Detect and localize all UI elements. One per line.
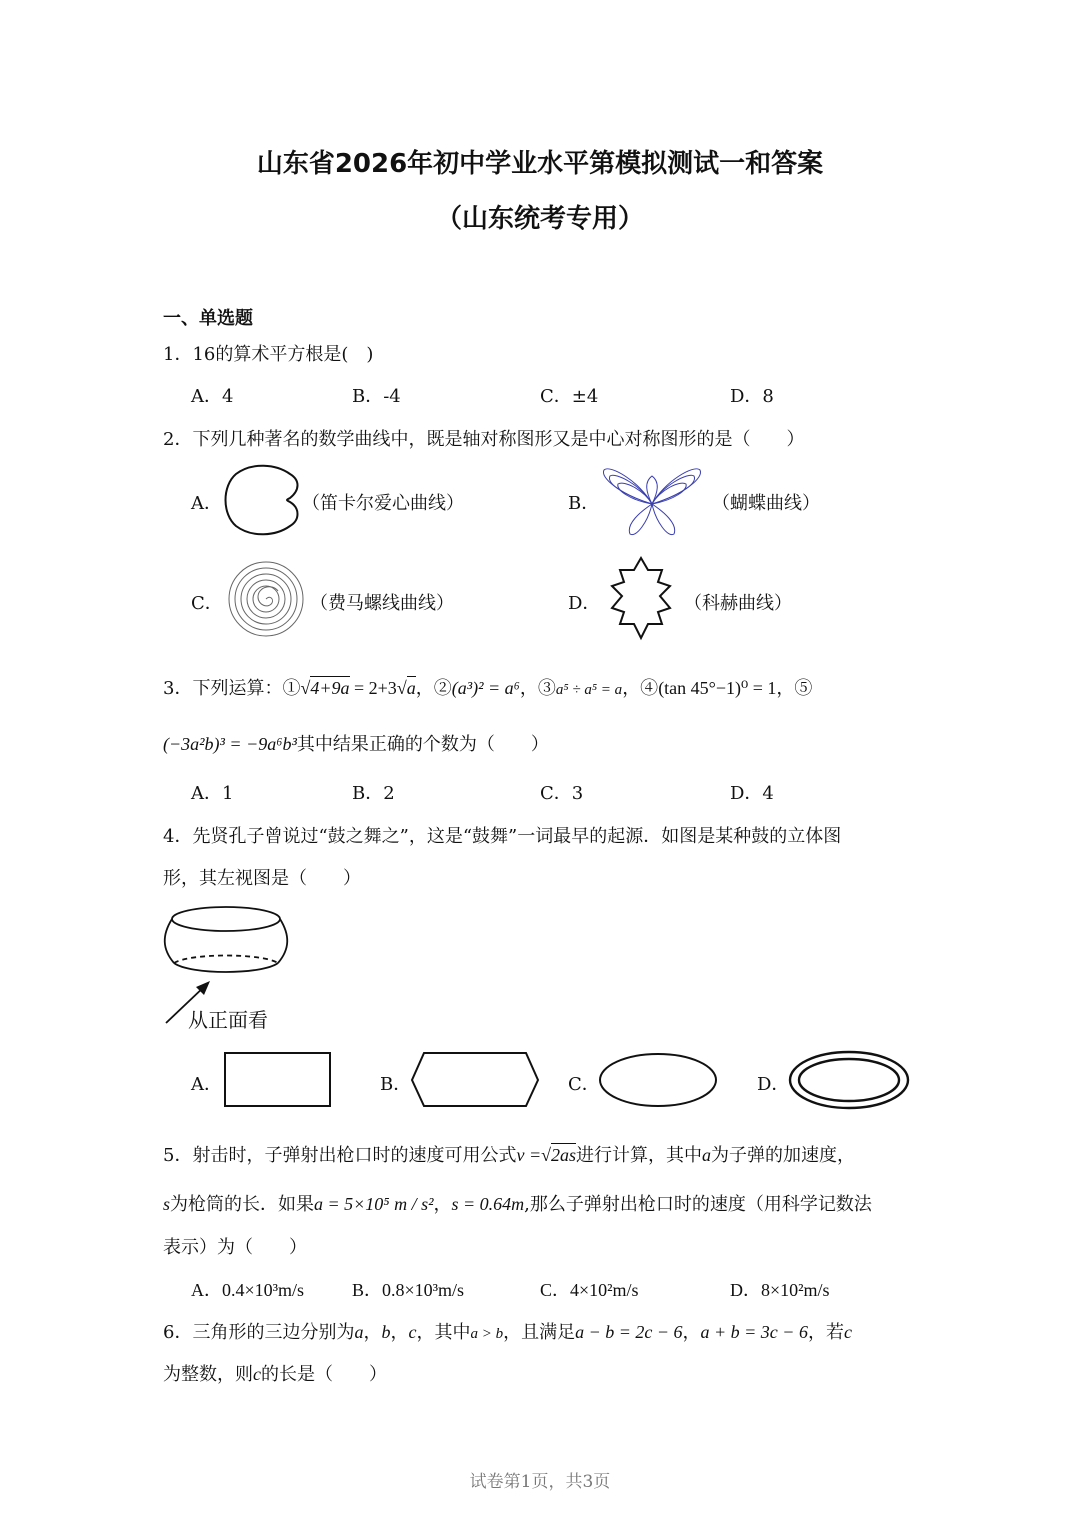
question-6-line2: [163, 1360, 387, 1386]
question-4-option-c-letter: C．: [568, 1074, 600, 1095]
q6-text-e: 为整数，则: [163, 1364, 253, 1385]
question-5-line1: 5．射击时，子弹射出枪口时的速度可用公式v =√2as进行计算，其中a为子弹的加速度，: [163, 1145, 855, 1166]
question-1-option-a: A．4: [191, 386, 234, 407]
question-5-option-a: A．0.4×10³m/s: [191, 1280, 305, 1300]
q5-text-a: 5．射击时，子弹射出枪口时的速度可用公式: [163, 1145, 517, 1166]
question-5-option-d: D．8×10²m/s: [730, 1280, 830, 1300]
butterfly-curve-figure: [600, 462, 704, 540]
q6-text-d: ，若: [807, 1322, 844, 1343]
question-1-option-c: C．±4: [540, 386, 599, 407]
question-5-line3: 表示）为（ ）: [163, 1237, 307, 1258]
question-4-option-d-letter: D．: [757, 1074, 790, 1095]
question-5-option-c: C．4×10²m/s: [540, 1280, 639, 1300]
q6-comma-2: ，: [390, 1322, 409, 1343]
sep-3: ，④: [622, 678, 659, 699]
sep-4: ，⑤: [776, 678, 813, 699]
option-d-double-ellipse: [788, 1050, 910, 1110]
question-5-line2: [163, 1190, 872, 1216]
question-3-option-c: C．3: [540, 783, 584, 804]
question-3-option-b: B．2: [352, 783, 395, 804]
q5-text-b: 进行计算，其中: [576, 1145, 702, 1166]
question-4-line1: 4．先贤孔子曾说过“鼓之舞之”，这是“鼓舞”一词最早的起源．如图是某种鼓的立体图: [163, 826, 842, 847]
expr-4: (tan 45°−1)⁰ = 1: [658, 678, 777, 698]
q6-var-a: a: [354, 1322, 364, 1342]
question-2-option-d-caption: （科赫曲线）: [684, 593, 792, 614]
q5-text-d: 为枪筒的长．如果: [170, 1194, 315, 1215]
expr-5: (−3a²b)³ = −9a⁶b³: [163, 734, 297, 754]
q6-text-a: 6．三角形的三边分别为: [163, 1322, 355, 1343]
question-2-option-a-letter: A．: [191, 493, 222, 514]
q6-var-b: b: [381, 1322, 391, 1342]
page-subtitle: （山东统考专用）: [435, 204, 644, 234]
sep-2: ，③: [519, 678, 556, 699]
q6-var-c-3: c: [253, 1364, 261, 1384]
question-1-option-d: D．8: [730, 386, 774, 407]
q5-formula-root: 2as: [550, 1145, 576, 1165]
question-2-option-b-letter: B．: [568, 493, 600, 514]
cardioid-curve-figure: [220, 460, 304, 540]
q6-eq-2: a + b = 3c − 6: [700, 1322, 808, 1342]
question-4-option-b-letter: B．: [380, 1074, 412, 1095]
sep-1: ，②: [415, 678, 452, 699]
question-2-option-c-letter: C．: [191, 593, 223, 614]
q6-text-b: ，其中: [416, 1322, 471, 1343]
expr-2: (a³)² = a⁶: [451, 678, 520, 698]
question-1-option-b: B．-4: [352, 386, 401, 407]
question-3-option-a: A．1: [191, 783, 234, 804]
question-4-option-a-letter: A．: [191, 1074, 222, 1095]
q6-comma-1: ，: [363, 1322, 382, 1343]
question-3-line1: [163, 674, 812, 700]
q6-text-f: 的长是（ ）: [261, 1364, 387, 1385]
q5-cond-s: s = 0.64m: [451, 1194, 525, 1214]
question-3-line2: [163, 730, 549, 756]
q5-comma: ，: [433, 1194, 452, 1215]
q6-cond-ab: a > b: [470, 1326, 504, 1342]
question-6-line1: [163, 1318, 852, 1344]
fermat-spiral-figure: [224, 561, 308, 637]
option-b-hexagon: [410, 1052, 540, 1108]
q5-var-s: s: [163, 1194, 171, 1214]
q5-cond-a: a = 5×10⁵ m / s²: [314, 1194, 434, 1214]
question-2-option-c-caption: （费马螺线曲线）: [310, 593, 454, 614]
q6-var-c-2: c: [843, 1322, 852, 1342]
question-4-line2: 形，其左视图是（ ）: [163, 868, 361, 889]
question-5-option-b: B．0.8×10³m/s: [352, 1280, 465, 1300]
expr-1: √4+9a = 2+3√a: [300, 678, 416, 698]
question-1-stem: 1．16的算术平方根是( ): [163, 344, 374, 365]
front-view-label: 从正面看: [188, 1008, 268, 1032]
q5-text-e: ,那么子弹射出枪口时的速度（用科学记数法: [524, 1194, 872, 1215]
option-a-rectangle: [224, 1052, 332, 1108]
expr-3: a⁵ ÷ a⁵ = a: [555, 682, 623, 698]
option-c-ellipse: [598, 1052, 718, 1108]
question-2-option-b-caption: （蝴蝶曲线）: [712, 493, 820, 514]
q5-formula-v: v =: [516, 1145, 542, 1165]
question-3-option-d: D．4: [730, 783, 774, 804]
q5-var-a: a: [702, 1145, 711, 1165]
question-2-option-a-caption: （笛卡尔爱心曲线）: [302, 493, 464, 514]
q6-comma-3: ，: [682, 1322, 701, 1343]
koch-snowflake-figure: [598, 556, 684, 642]
q6-eq-1: a − b = 2c − 6: [575, 1322, 683, 1342]
question-2-stem: 2．下列几种著名的数学曲线中，既是轴对称图形又是中心对称图形的是（ ）: [163, 429, 805, 450]
page-footer: 试卷第1页，共3页: [469, 1472, 611, 1492]
q6-text-c: ，且满足: [503, 1322, 576, 1343]
question-3-tail: 其中结果正确的个数为（ ）: [296, 734, 549, 755]
section-heading: 一、单选题: [163, 308, 253, 329]
q6-var-c: c: [408, 1322, 417, 1342]
q5-text-c: 为子弹的加速度，: [711, 1145, 855, 1166]
question-3-lead: 3．下列运算：①: [163, 678, 301, 699]
question-2-option-d-letter: D．: [568, 593, 601, 614]
page-title: 山东省2026年初中学业水平第模拟测试一和答案: [256, 149, 824, 179]
